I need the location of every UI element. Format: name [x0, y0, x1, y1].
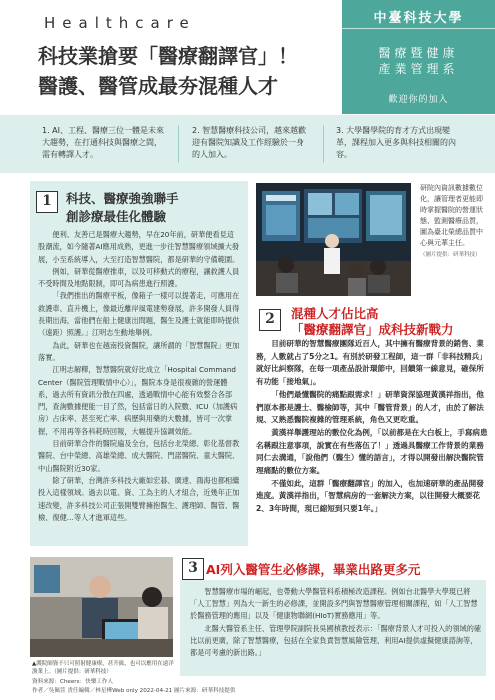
section3-paragraph: 北醫大醫管系主任、管理學院副院長吳國楨教授表示：「醫療背景人才可投入的領域的確比以前更廣，除了智慧醫療，包括在全家負責智慧風險管理、利用AI提供虛擬健康諮詢等，都是可考慮的新出路。」: [190, 623, 482, 658]
department-line2: 產業管理系: [378, 62, 459, 76]
footer-source: 資料來源：Cheers：快樂工作人: [32, 679, 114, 685]
command-center-photo: [256, 183, 411, 296]
section2-heading-line1: 混種人才佔比高: [291, 306, 379, 321]
section1-paragraph: 目前研華合作的醫院遍及全台，包括台北榮總、彰化基督教醫院、台中榮總、高雄榮總、成大醫院、門諾醫院、童大醫院、中山醫院附近30家。: [38, 439, 240, 473]
section3-paragraph: 智慧醫療市場的崛起，也帶動大學醫管科系積極改造課程。例如台北醫學大學現已將「人工智慧」列為大一新生的必修課，並開設多門與智慧醫療管理相關課程，如「人工智慧於醫務管理的應用」以及「健康物聯網(HIoT)實務應用」等。: [190, 587, 478, 621]
section1-paragraph: 「我們推出的醫療平板，像箱子一樣可以提著走，可應用在救護車、直升機上，像最近離岸風電建勢發展，許多開發人員得長期出海，當他們在船上健康出問題，醫生及護士就能即時提供（遠距）照護。」江明志生動地舉例。: [38, 291, 240, 338]
section1-body: [38, 229, 241, 524]
summary-divider: [323, 125, 324, 163]
department-line1: 醫療暨健康: [378, 46, 459, 60]
summary-divider: [178, 125, 179, 163]
main-title-line1: 科技業搶要「醫療翻譯官」！: [38, 44, 298, 68]
photo2-caption: ▲護院師資不只可照射健康療，甚升級，也可以應用在遠洋漁業上。（圖片提供：研華科技）: [32, 661, 174, 675]
footer-credits: 作者／吳佩萱 責任編輯／林星樺Web only 2022-04-21 圖片來源：研華科技提供: [32, 687, 236, 694]
photo1-caption: [420, 183, 484, 261]
school-name: 中臺科技大學: [373, 11, 464, 26]
summary-item-3: 3. 大學醫學院的育才方式出現變革，課程加入更多與科技相關的內容。: [336, 126, 456, 159]
section2-paragraph: 「他們最懂醫院的痛點跟需求！」研華資深協理黃漢祥指出，他們原本都是護士、醫檢師等，其中「醫管背景」的人才，由於了解法規、又熟悉醫院複雜的管理系統，角色又更吃重。: [256, 389, 484, 425]
section2-paragraph: 目前研華的智慧醫療團隊近百人，其中擁有醫療背景的銷售、業務，人數就占了5分之1。有別於研發工程師，這一群「非科技精兵」就好比糾察隊，在每一項產品設計環節中，回饋第一線意見，確保所有功能「接地氣」。: [256, 339, 487, 387]
section2-body: [256, 338, 488, 516]
section2-number: 2: [259, 309, 281, 331]
school-divider: [342, 28, 495, 29]
section1-heading-line1: 科技、醫療強強聯手: [66, 191, 179, 206]
summary-bar: [0, 115, 495, 173]
section2-paragraph: 黃漢祥舉護理站的數位化為例，「以前都是在大白板上，手寫病患名稱跟注意事項，說實在有些落伍了！」透過具醫療工作背景的業務同仁去溝通，「說他們（醫生）懂的語言」，才得以開發出解決醫院管理痛點的數位方案。: [256, 427, 488, 476]
welcome-text: 歡迎你的加入: [388, 95, 449, 105]
photo1-source: （圖片提供：研華科技）: [420, 252, 481, 258]
section1-paragraph: 江明志解釋，智慧醫院就好比成立「Hospital Command Center（醫院管理戰情中心）」，醫院本身是很複雜的營運體系，過去所有資訊分散在四處，透過戰情中心能有效整合各部門，查詢數據便能一目了然，包括當日的入院數、ICU（加護病房）占床率、甚至死亡率、病歷與用藥的大數據，皆可一次掌握，不用再等各科耗時回報，大幅提升協調效能。: [38, 365, 238, 436]
summary-item-1: 1. AI、工程、醫療三位一體是未來大趨勢，在打通科技與醫療之間，需有轉譯人才。: [42, 126, 165, 159]
footer: [32, 678, 482, 695]
section3-number: 3: [182, 558, 204, 580]
main-title-line2: 醫護、醫管成最夯混種人才: [38, 74, 278, 98]
section3-heading: AI列入醫管生必修課，畢業出路更多元: [206, 562, 421, 577]
section1-paragraph: 便利、友善已是醫療大趨勢，早在20年前，研華便看見這股潮流，如今隨著AI應用成熟，更進一步往智慧醫療領域擴大發展，小至系統導入，大至打造智慧醫院，都是研華的守備範圍。: [38, 230, 240, 264]
school-banner: [342, 0, 495, 114]
brand-label: Healthcare: [44, 14, 196, 32]
section2-heading-line2: 「醫療翻譯官」成科技新戰力: [291, 322, 454, 337]
section3-body: [190, 586, 482, 659]
section1-paragraph: 除了研華，台灣許多科技大廠如宏碁、廣達、鴻海也都相繼投入這樣領域。過去以電、資、工為主的人才組合，近幾年正加速改變，許多科技公司正張開雙臂擁抱醫生、護理師、醫管、醫檢、復健…等人才進軍這些。: [38, 475, 240, 522]
summary-item-2: 2. 智慧醫療科技公司，越來越歡迎有醫院知識及工作經驗於一身的人加入。: [192, 126, 307, 159]
section1-heading-line2: 創診療最佳化體驗: [66, 209, 167, 224]
section2-paragraph: 不僅如此，這群「醫療翻譯官」的加入，也加速研華的產品開發進度。黃漢祥指出，「智慧病房的一套解決方案，以往開發大概要花2、3年時間，現已縮短到只要1年。」: [256, 478, 484, 514]
photo1-caption-text: 研院內資訊數據數位化，讓管理者更能即時掌握醫院的營運狀態、監測醫療品質，圖為臺北榮總品質中心與元華主任。: [420, 184, 483, 247]
medical-tablet-photo: [30, 557, 173, 657]
section1-paragraph: 為此，研華也在越南投資醫院，讓所謂的「智慧醫院」更加落實。: [38, 340, 240, 362]
section1-number: 1: [36, 191, 58, 213]
section1-paragraph: 例如，研華從醫療推車，以及可移動式的療程，讓救護人員不受時間及地點限制，即可為病患進行照護。: [38, 266, 240, 289]
